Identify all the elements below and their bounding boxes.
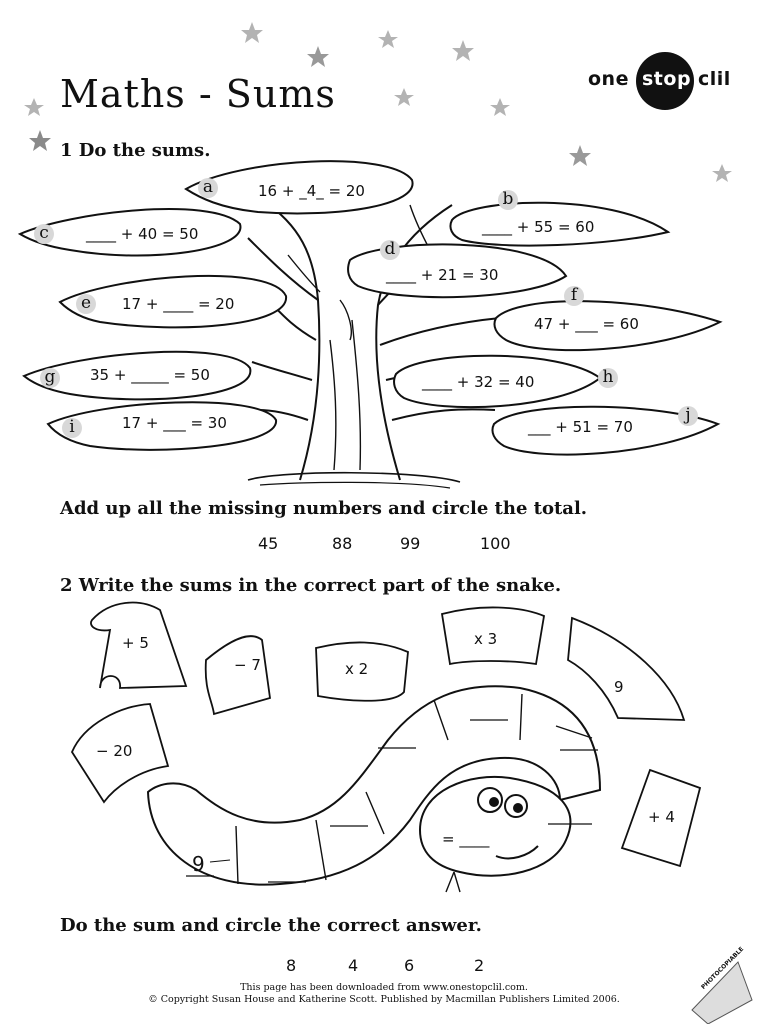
puzzle-piece-label: + 5 bbox=[122, 634, 149, 652]
footer-copyright: © Copyright Susan House and Katherine Scott. Published by Macmillan Publishers Limited 2006. bbox=[148, 994, 620, 1005]
leaf-sum: ___ + 51 = 70 bbox=[528, 418, 633, 436]
piece-9 bbox=[568, 618, 684, 720]
leaf-sum: 17 + ____ = 20 bbox=[122, 295, 235, 313]
puzzle-piece-label: − 20 bbox=[96, 742, 133, 760]
leaf-letter: a bbox=[198, 178, 218, 198]
answer-option[interactable]: 4 bbox=[348, 956, 359, 975]
star-icon bbox=[569, 145, 591, 166]
section2-heading: 2 Write the sums in the correct part of the snake. bbox=[60, 575, 562, 596]
star-icon bbox=[452, 40, 474, 61]
answer-option[interactable]: 2 bbox=[474, 956, 485, 975]
answer-option[interactable]: 8 bbox=[286, 956, 297, 975]
leaf-sum: ____ + 55 = 60 bbox=[482, 218, 595, 236]
star-icon bbox=[490, 98, 510, 116]
leaf-letter: g bbox=[40, 368, 60, 388]
star-icon bbox=[241, 22, 263, 43]
footer-download-note: This page has been downloaded from www.onestopclil.com. bbox=[240, 982, 528, 993]
piece-minus-7 bbox=[206, 636, 270, 714]
star-icon bbox=[29, 130, 51, 151]
leaf-sum: 17 + ___ = 30 bbox=[122, 414, 227, 432]
tree-illustration bbox=[248, 200, 500, 488]
puzzle-piece-label: x 3 bbox=[474, 630, 498, 648]
leaf-letter: b bbox=[498, 190, 518, 210]
photocopiable-label: PHOTOCOPIABLE bbox=[700, 945, 746, 991]
puzzle-piece-label: x 2 bbox=[345, 660, 369, 678]
total-option[interactable]: 99 bbox=[400, 534, 421, 553]
total-option[interactable]: 88 bbox=[332, 534, 353, 553]
section1-instruction: Add up all the missing numbers and circle the total. bbox=[60, 498, 588, 519]
answer-option[interactable]: 6 bbox=[404, 956, 415, 975]
leaf-sum: 35 + _____ = 50 bbox=[90, 366, 210, 384]
star-icon bbox=[378, 30, 398, 48]
star-icon bbox=[712, 164, 732, 182]
leaf-sum: ____ + 40 = 50 bbox=[86, 225, 199, 243]
leaf-letter: j bbox=[678, 406, 698, 426]
leaf-letter: c bbox=[34, 224, 54, 244]
leaf-sum: 47 + ___ = 60 bbox=[534, 315, 639, 333]
total-option[interactable]: 45 bbox=[258, 534, 279, 553]
logo-text-stop: stop bbox=[642, 68, 692, 90]
leaf-letter: f bbox=[564, 286, 584, 306]
puzzle-piece-label: − 7 bbox=[234, 656, 261, 674]
puzzle-piece-label: + 4 bbox=[648, 808, 675, 826]
star-icon bbox=[394, 88, 414, 106]
star-icon bbox=[307, 46, 329, 67]
snake-start-value: 9 bbox=[192, 852, 205, 876]
puzzle-piece-label: 9 bbox=[614, 678, 624, 696]
page-title: Maths - Sums bbox=[60, 72, 336, 116]
section2-instruction: Do the sum and circle the correct answer. bbox=[60, 915, 482, 936]
leaf-letter: d bbox=[380, 240, 400, 260]
leaf-letter: i bbox=[62, 418, 82, 438]
logo-text-clil: clil bbox=[698, 68, 731, 90]
leaf-letter: e bbox=[76, 294, 96, 314]
snake-illustration bbox=[148, 686, 600, 892]
leaf-sum: ____ + 32 = 40 bbox=[422, 373, 535, 391]
total-option[interactable]: 100 bbox=[480, 534, 511, 553]
snake-result: = ____ bbox=[442, 830, 490, 848]
star-icon bbox=[24, 98, 44, 116]
leaf-letter: h bbox=[598, 368, 618, 388]
section1-heading: 1 Do the sums. bbox=[60, 140, 211, 161]
logo-text-one: one bbox=[588, 68, 629, 90]
leaf-sum: 16 + _4_ = 20 bbox=[258, 182, 365, 200]
leaf-sum: ____ + 21 = 30 bbox=[386, 266, 499, 284]
